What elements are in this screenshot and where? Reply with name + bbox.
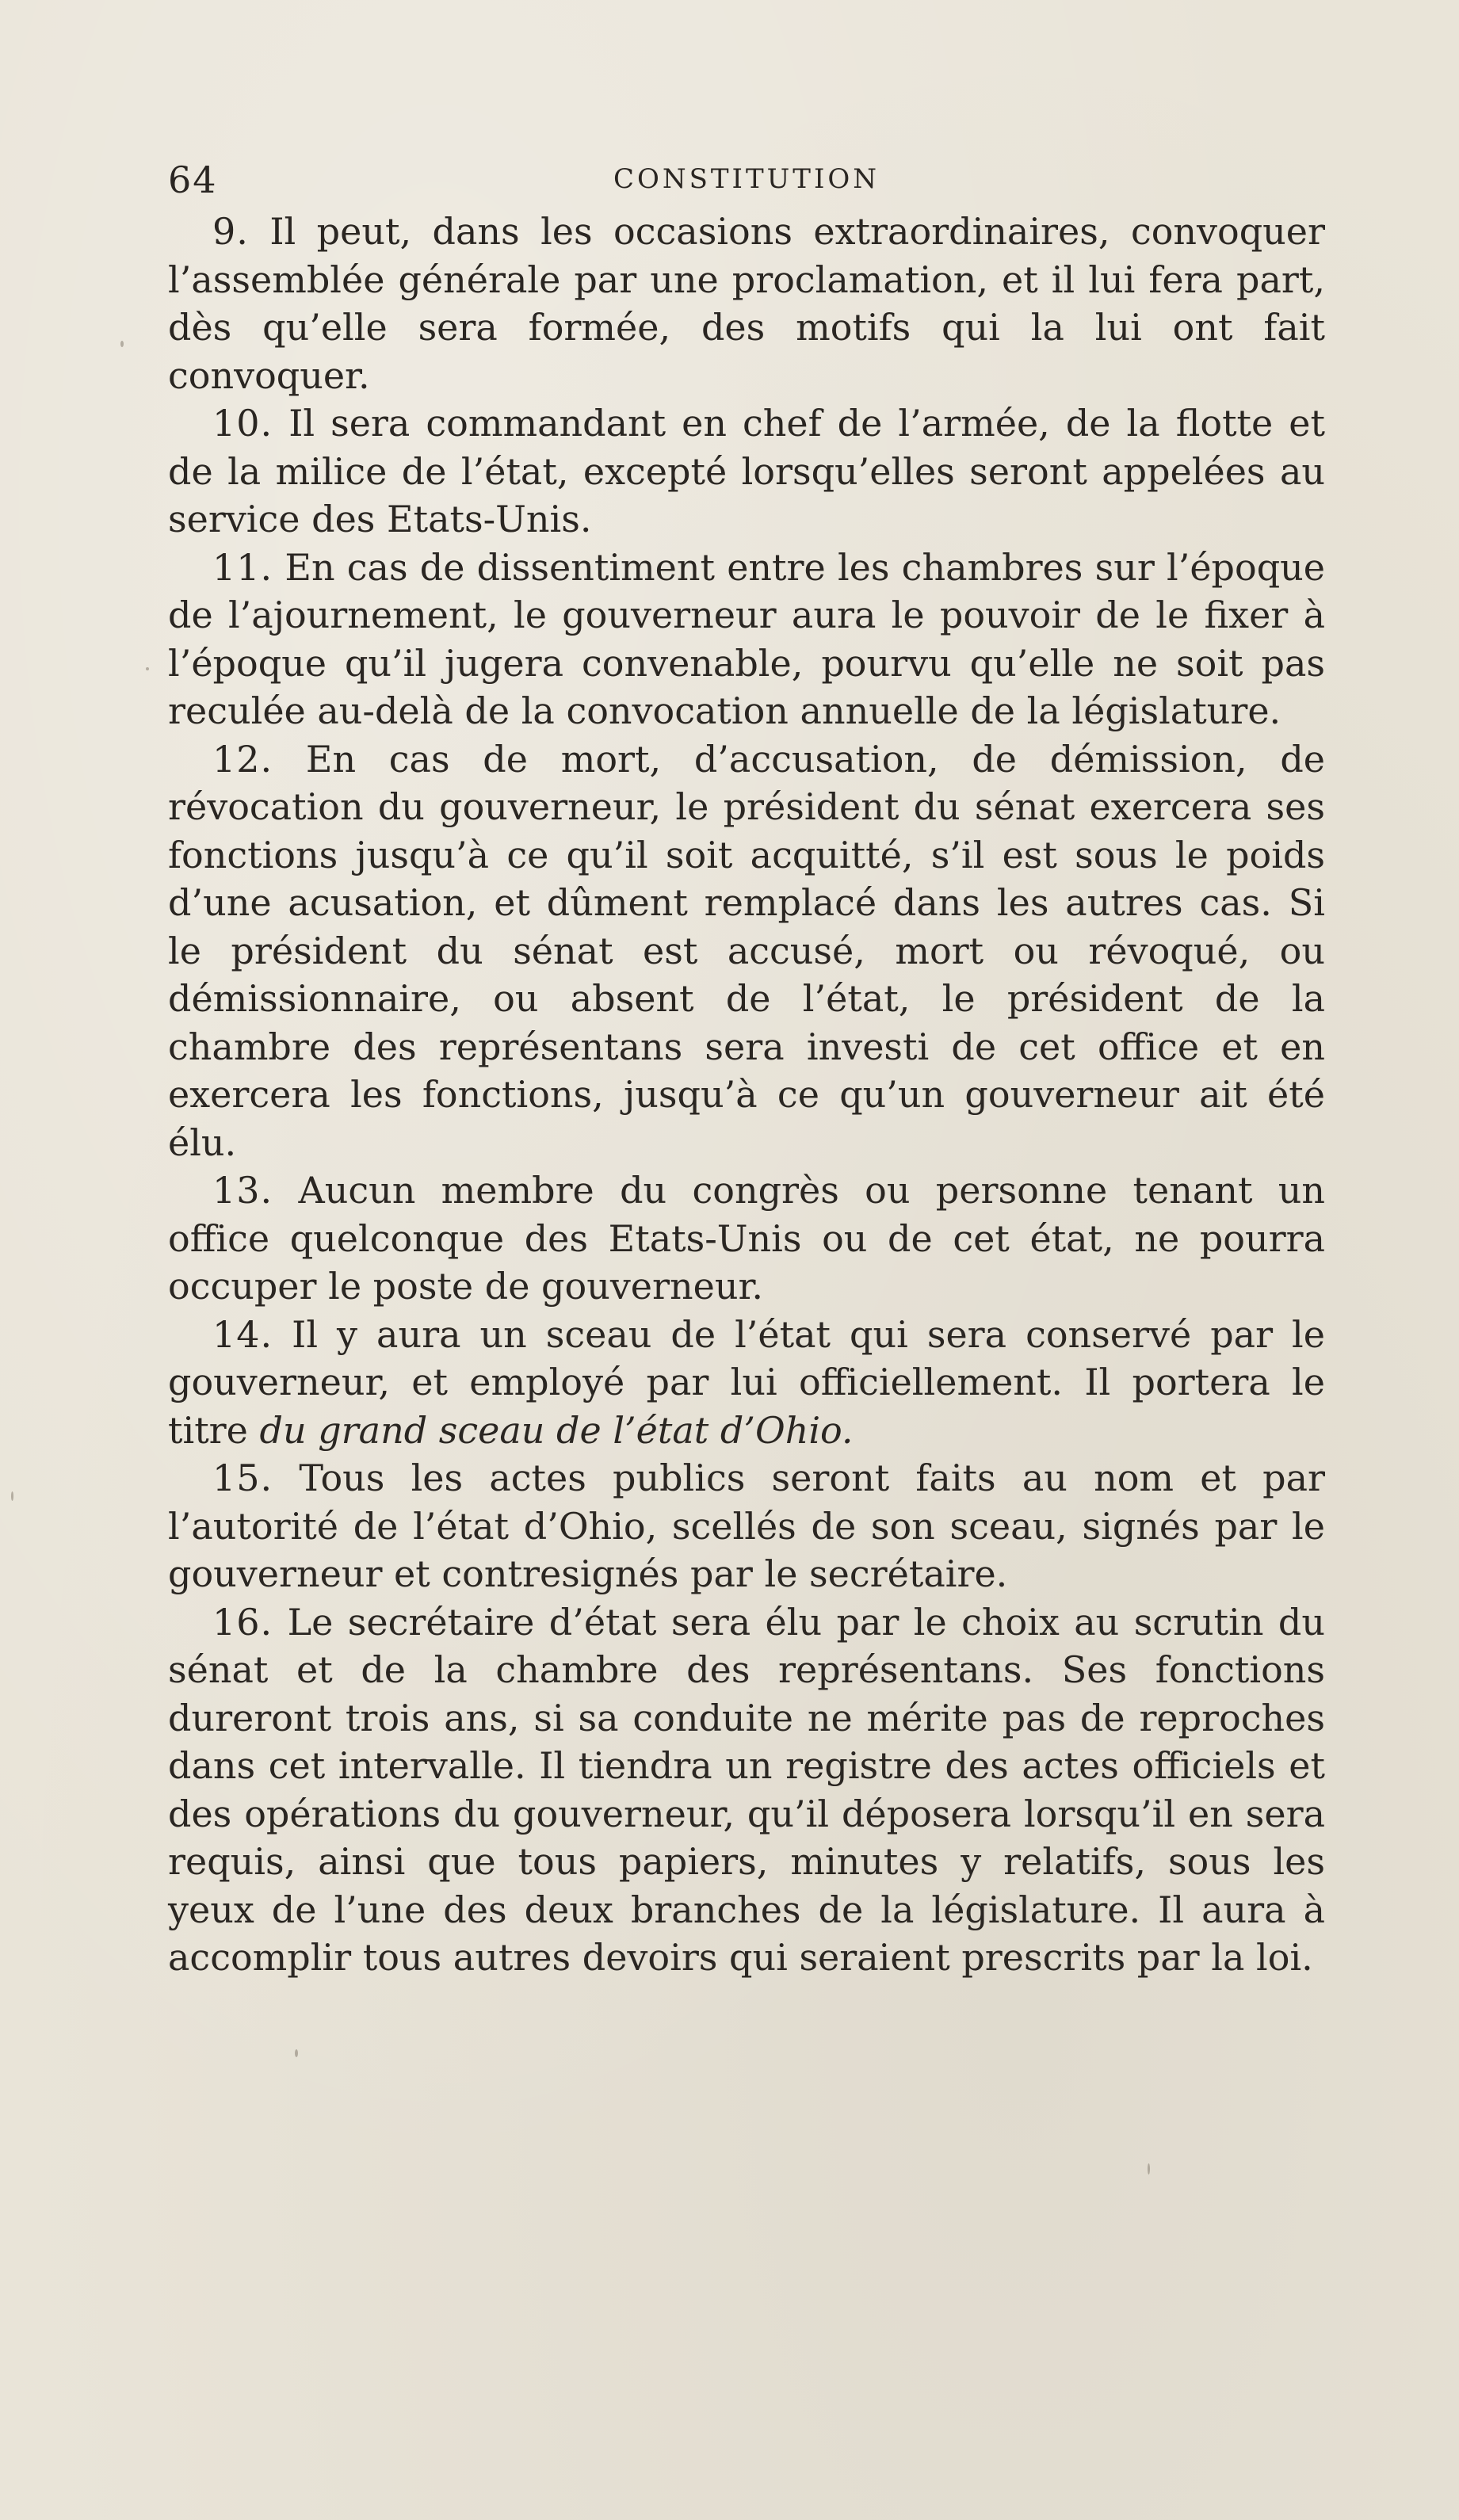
section-13 xyxy=(168,1166,1325,1311)
section-text: Il peut, dans les occasions extraordinaires, convoquer l’assemblée générale par une proclamation, et il lui fera part, dès qu’elle sera formée, des motifs qui la lui ont fait convoquer. xyxy=(168,210,1325,397)
section-14 xyxy=(168,1311,1325,1455)
paper-speck xyxy=(146,667,149,670)
running-head: CONSTITUTION xyxy=(613,163,880,195)
page-header xyxy=(168,158,1325,206)
section-number: 10. xyxy=(212,402,273,445)
section-9 xyxy=(168,208,1325,399)
paper-speck xyxy=(1148,2163,1150,2174)
paper-speck xyxy=(295,2049,298,2057)
section-text: Il y aura un sceau de l’état qui sera conservé par le gouverneur, et employé par lui officiellement. Il portera le titre xyxy=(168,1312,1325,1452)
section-number: 13. xyxy=(212,1169,273,1212)
section-10 xyxy=(168,399,1325,544)
section-text: En cas de mort, d’accusation, de démission, de révocation du gouverneur, le président du sénat exercera ses fonctions jusqu’à ce qu’il soit acquitté, s’il est sous le poids d’une acusation, et dûment remplacé dans les autres cas. Si le président du sénat est accusé, mort ou révoqué, ou démissionnaire, ou absent de l’état, le président de la chambre des représentans sera investi de cet office et en exercera les fonctions, jusqu’à ce qu’un gouverneur ait été élu. xyxy=(168,737,1325,1164)
section-12 xyxy=(168,735,1325,1167)
section-text: Aucun membre du congrès ou personne tenant un office quelconque des Etats-Unis ou de cet état, ne pourra occuper le poste de gouverneur. xyxy=(168,1169,1325,1308)
section-number: 12. xyxy=(212,737,273,781)
page-number: 64 xyxy=(168,158,218,201)
section-11 xyxy=(168,544,1325,735)
seal-title-italic: du grand sceau de l’état d’Ohio. xyxy=(259,1408,854,1452)
section-16 xyxy=(168,1598,1325,1982)
section-number: 14. xyxy=(212,1312,273,1356)
section-number: 16. xyxy=(212,1600,273,1644)
body-text xyxy=(168,208,1325,1982)
section-number: 15. xyxy=(212,1457,273,1499)
section-number: 11. xyxy=(212,545,273,589)
section-number: 9. xyxy=(212,210,249,253)
section-text: Tous les actes publics seront faits au nom et par l’autorité de l’état d’Ohio, scellés de son sceau, signés par le gouverneur et contresignés par le secrétaire. xyxy=(168,1457,1325,1595)
paper-speck xyxy=(120,341,124,347)
section-text: Il sera commandant en chef de l’armée, de la flotte et de la milice de l’état, excepté lorsqu’elles seront appelées au service des Etats-Unis. xyxy=(168,402,1325,540)
section-text: En cas de dissentiment entre les chambres sur l’époque de l’ajournement, le gouverneur aura le pouvoir de le fixer à l’époque qu’il jugera convenable, pourvu qu’elle ne soit pas reculée au-delà de la convocation annuelle de la législature. xyxy=(168,545,1325,732)
section-15 xyxy=(168,1454,1325,1598)
paper-speck xyxy=(11,1491,13,1501)
section-text: Le secrétaire d’état sera élu par le choix au scrutin du sénat et de la chambre des représentans. Ses fonctions dureront trois ans, si sa conduite ne mérite pas de reproches dans cet intervalle. Il tiendra un registre des actes officiels et des opérations du gouverneur, qu’il déposera lorsqu’il en sera requis, ainsi que tous papiers, minutes y relatifs, sous les yeux de l’une des deux branches de la législature. Il aura à accomplir tous autres devoirs qui seraient prescrits par la loi. xyxy=(168,1600,1325,1979)
